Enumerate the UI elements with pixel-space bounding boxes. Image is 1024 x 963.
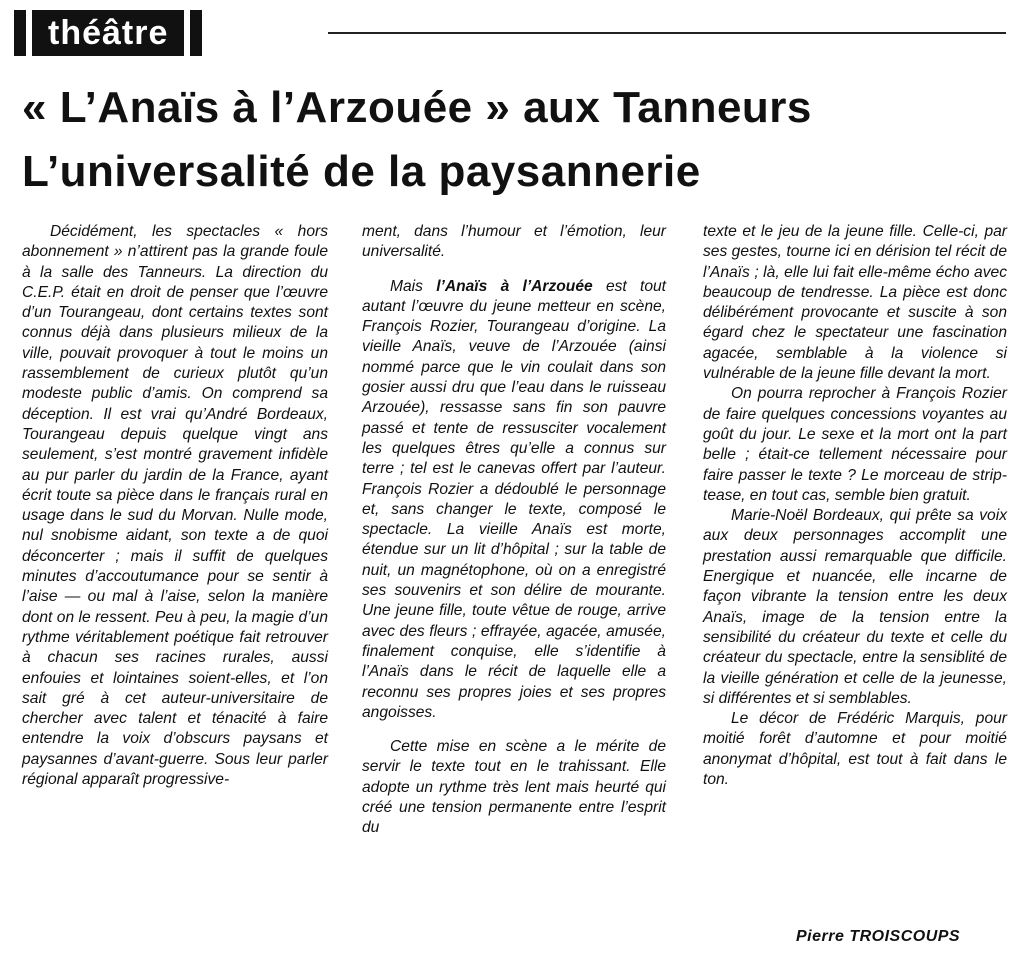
article-column-3 <box>703 222 1007 790</box>
article-column-1 <box>22 222 328 790</box>
section-rubric <box>14 10 202 56</box>
rubric-label: théâtre <box>32 10 184 56</box>
author-signature: Pierre TROISCOUPS <box>796 928 961 945</box>
paragraph: Le décor de Frédéric Marquis, pour moitié forêt d’automne et pour moitié anonymat d’hôpital, est tout à fait dans le ton. <box>703 710 1007 789</box>
headline-title: « L’Anaïs à l’Arzouée » aux Tanneurs <box>22 83 812 132</box>
play-title: l’Anaïs à l’Arzouée <box>436 277 593 295</box>
paragraph: ment, dans l’humour et l’émotion, leur universalité. <box>362 223 666 261</box>
rubric-right-bar <box>190 10 202 56</box>
paragraph: Marie-Noël Bordeaux, qui prête sa voix aux deux personnages accomplit une prestation aussi remarquable que difficile. Energique et nuancée, elle incarne de façon vibrante la tension entre les deux Anaïs, image de la tension entre la sensibilité du créateur du texte et celle du créateur du spectacle, entre la sensiblité de la vieille génération et celle de la jeunesse, si différentes et si semblables. <box>703 507 1007 707</box>
paragraph: Cette mise en scène a le mérite de servir le texte tout en le trahissant. Elle adopte un rythme très lent mais heurté qui créé une tension permanente entre l’esprit du <box>362 738 666 837</box>
rubric-left-bar <box>14 10 26 56</box>
article-column-2 <box>362 222 666 839</box>
paragraph-text: est tout autant l’œuvre du jeune metteur en scène, François Rozier, Tourangeau d’origine. La vieille Anaïs, veuve de l’Arzouée (ainsi nommé parce que le vin coulait dans son gosier aussi dru que l’eau dans le ruisseau Arzouée), ressasse sans fin son pauvre passé et tente de ressusciter vocalement les quelques êtres qu’elle a connus sur terre ; tel est le canevas offert par l’auteur. François Rozier a dédoublé le personnage et, sans changer le texte, composé le spectacle. La vieille Anaïs est morte, étendue sur un lit d’hôpital ; sur la table de nuit, un magnétophone, où on a enregistré ses souvenirs et son délire de mourante. Une jeune fille, toute vêtue de rouge, arrive avec des fleurs ; effrayée, agacée, amusée, finalement conquise, elle s’identifie à l’Anaïs dans le récit de laquelle elle a reconnu ses propres joies et ses propres angoisses. <box>362 277 667 721</box>
paragraph <box>362 277 666 724</box>
paragraph: Décidément, les spectacles « hors abonnement » n’attirent pas la grande foule à la salle des Tanneurs. La direction du C.E.P. était en droit de penser que l’œuvre d’un Tourangeau, dont certains textes sont connus déjà dans plusieurs milieux de la ville, pouvait provoquer à tout le moins un rassemblement de curieux plutôt qu’un modeste public d’amis. On comprend sa déception. Il est vrai qu’André Bordeaux, Tourangeau depuis quelque vingt ans seulement, s’est montré gravement infidèle au pur parler du jardin de la France, ayant écrit toute sa pièce dans le français rural en usage dans le sud du Morvan. Nulle mode, nul snobisme aidant, son texte a de quoi déconcerter ; mais il suffit de quelques minutes d’accoutumance pour se sentir à l’aise — ou mal à l’aise, selon la manière dont on le ressent. Peu à peu, la magie d’un rythme véritablement poétique fait retrouver à chacun ses racines rurales, aussi enfouies et lointaines soient-elles, et l’on sait gré à cet auteur-universitaire de chercher avec talent et ténacité à faire entendre la voix d’obscurs paysans et paysannes d’avant-guerre. Sous leur parler régional apparaît progressive- <box>22 223 328 789</box>
paragraph-prefix: Mais <box>390 277 437 295</box>
rubric-rule <box>328 32 1006 34</box>
paragraph: texte et le jeu de la jeune fille. Celle-ci, par ses gestes, tourne ici en dérision tel récit de l’Anaïs ; là, elle lui fait elle-même écho avec beaucoup de tendresse. La pièce est donc délibérément provocante et suscite à son égard chez le spectateur une fascination agacée, semblable à la violence si vulnérable de la jeune fille devant la mort. <box>703 223 1007 383</box>
headline-subtitle: L’universalité de la paysannerie <box>22 147 701 196</box>
paragraph: On pourra reprocher à François Rozier de faire quelques concessions voyantes au goût du jour. Le sexe et la mort ont la part belle ; était-ce tellement nécessaire pour faire passer le texte ? Le morceau de strip-tease, en tout cas, semble bien gratuit. <box>703 385 1007 504</box>
